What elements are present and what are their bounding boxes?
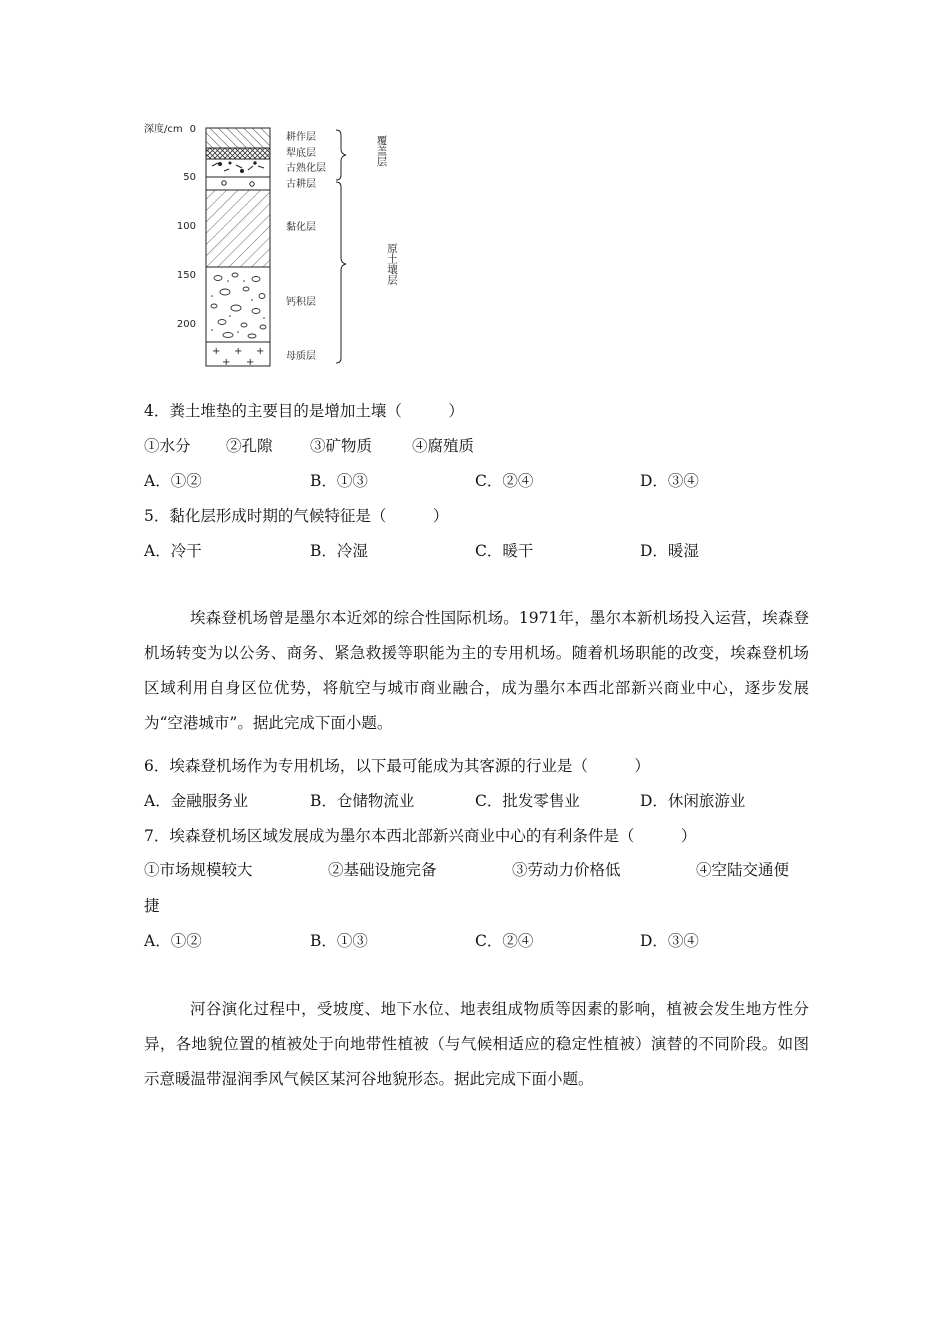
q7-option-d: D．③④ (640, 932, 699, 950)
q4-stem: 4．粪土堆垫的主要目的是增加土壤（ ） (144, 402, 464, 420)
q4-item-2: ②孔隙 (226, 437, 273, 455)
layer-label-tillage: 耕作层 (286, 132, 316, 143)
layer-label-plowpan: 犁底层 (286, 148, 316, 159)
q7-item-1: ①市场规模较大 (144, 861, 253, 879)
q7-option-a: A．①② (144, 932, 202, 950)
q4-item-3: ③矿物质 (310, 437, 373, 455)
tick-50: 50 (183, 172, 196, 183)
tick-150: 150 (176, 270, 196, 281)
q7-option-c: C．②④ (475, 932, 534, 950)
q5-option-b: B．冷湿 (310, 542, 368, 560)
layer-label-paleo-mature: 古熟化层 (286, 163, 326, 174)
q7-item-4: ④空陆交通便 (696, 861, 790, 879)
layer-label-calcic: 钙积层 (286, 297, 316, 308)
group-label-cover: 覆盖层 (356, 135, 388, 147)
q6-option-b: B．仓储物流业 (310, 792, 415, 810)
svg-text:+: + (212, 346, 221, 357)
q7-option-b: B．①③ (310, 932, 368, 950)
q5-option-a: A．冷干 (144, 542, 202, 560)
q4-option-d: D．③④ (640, 472, 699, 490)
q5-option-d: D．暖湿 (640, 542, 699, 560)
q6-option-d: D．休闲旅游业 (640, 792, 746, 810)
svg-text:+: + (234, 346, 243, 357)
q7-item-4-wrap: 捷 (144, 897, 160, 915)
soil-column (206, 128, 270, 368)
brace-cover (336, 130, 346, 180)
q7-stem: 7．埃森登机场区域发展成为墨尔本西北部新兴商业中心的有利条件是（ ） (144, 827, 697, 845)
q4-option-c: C．②④ (475, 472, 534, 490)
svg-text:+: + (256, 346, 265, 357)
brace-original (336, 182, 346, 363)
tick-0: 0 (189, 124, 196, 135)
tick-100: 100 (176, 221, 196, 232)
q5-stem: 5．黏化层形成时期的气候特征是（ ） (144, 507, 449, 525)
layer-label-parent: 母质层 (286, 351, 316, 362)
q7-item-2: ②基础设施完备 (328, 861, 437, 879)
q5-option-c: C．暖干 (475, 542, 534, 560)
depth-axis-label: 深度/cm (144, 124, 183, 135)
svg-text:+: + (222, 357, 231, 368)
q4-item-4: ④腐殖质 (412, 437, 475, 455)
passage-essendon-airport: 埃森登机场曾是墨尔本近郊的综合性国际机场。1971年，墨尔本新机场投入运营，埃森登机场转变为以公务、商务、紧急救援等职能为主的专用机场。随着机场职能的改变，埃森登机场区域利用自身区位优势，将航空与城市商业融合，成为墨尔本西北部新兴商业中心，逐步发展为“空港城市”。据此完成下面小题。 (144, 609, 809, 732)
soil-profile-figure (140, 118, 398, 368)
q6-stem: 6．埃森登机场作为专用机场，以下最可能成为其客源的行业是（ ） (144, 757, 650, 775)
q4-option-a: A．①② (144, 472, 202, 490)
layer-label-paleo-tillage: 古耕层 (286, 179, 316, 190)
tick-200: 200 (176, 319, 196, 330)
q6-option-c: C．批发零售业 (475, 792, 580, 810)
q7-item-3: ③劳动力价格低 (512, 861, 621, 879)
svg-text:+: + (246, 357, 255, 368)
group-label-original: 原土壤层 (356, 243, 398, 255)
layer-label-clay: 黏化层 (286, 222, 316, 233)
q4-option-b: B．①③ (310, 472, 368, 490)
passage-river-valley: 河谷演化过程中，受坡度、地下水位、地表组成物质等因素的影响，植被会发生地方性分异，各地貌位置的植被处于向地带性植被（与气候相适应的稳定性植被）演替的不同阶段。如图示意暖温带湿润季风气候区某河谷地貌形态。据此完成下面小题。 (144, 1000, 809, 1088)
q6-option-a: A．金融服务业 (144, 792, 249, 810)
q4-item-1: ①水分 (144, 437, 191, 455)
